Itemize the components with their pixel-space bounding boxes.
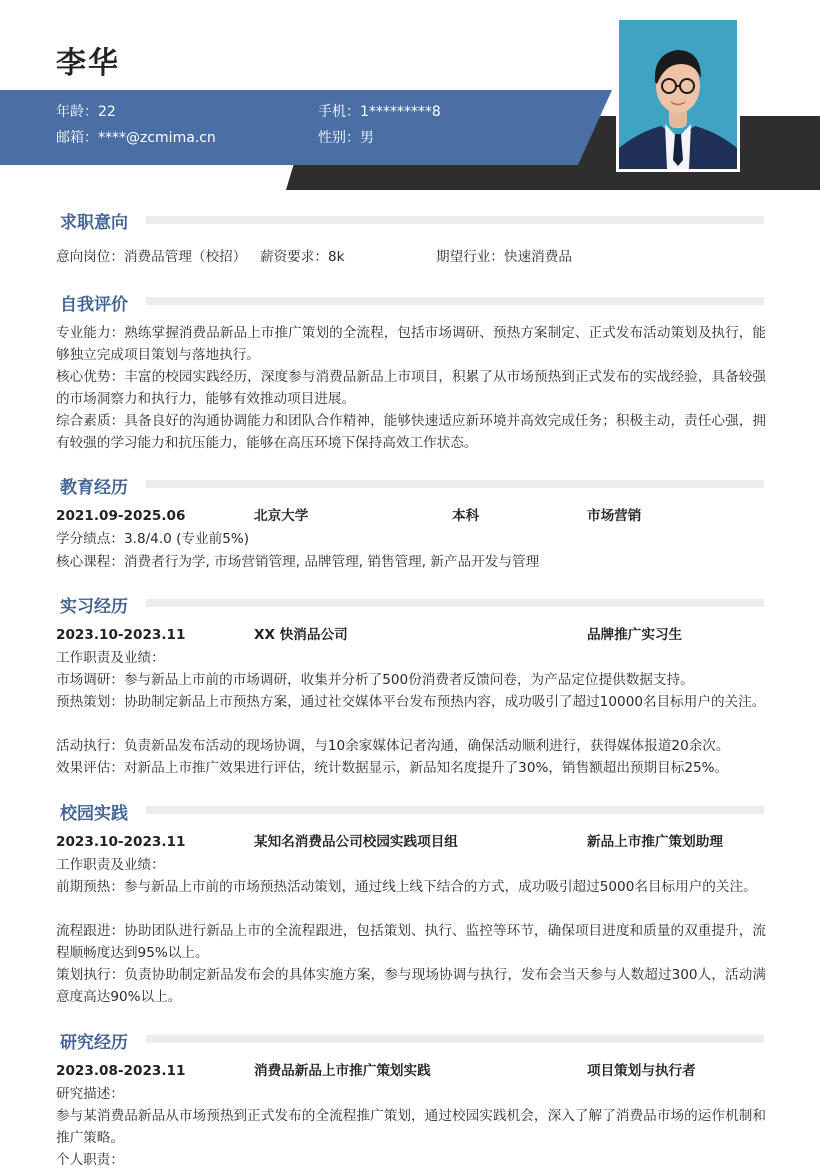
portrait-image xyxy=(619,20,737,169)
internship-date: 2023.10-2023.11 xyxy=(56,627,186,643)
campus-item: 流程跟进：协助团队进行新品上市的全流程跟进，包括策划、执行、监控等环节，确保项目进度和质量的双重提升，流程顺畅度达到95%以上。 xyxy=(56,923,766,961)
education-major: 市场营销 xyxy=(587,508,642,524)
section-divider xyxy=(146,806,764,814)
internship-label: 工作职责及业绩： xyxy=(56,650,165,666)
education-degree: 本科 xyxy=(452,508,480,524)
section-title-education: 教育经历 xyxy=(60,478,128,498)
research-desc: 参与某消费品新品从市场预热到正式发布的全流程推广策划，通过校园实践机会，深入了解了消费品市场的运作机制和推广策略。 xyxy=(56,1108,766,1146)
age-text: 年龄：22 xyxy=(56,104,116,120)
intent-salary: 薪资要求：8k xyxy=(260,249,345,265)
research-role: 项目策划与执行者 xyxy=(587,1063,696,1079)
section-divider xyxy=(146,1035,764,1043)
internship-item: 市场调研：参与新品上市前的市场调研，收集并分析了500份消费者反馈问卷，为产品定位提供数据支持。 xyxy=(56,672,694,688)
candidate-name: 李华 xyxy=(56,46,120,81)
campus-item: 策划执行：负责协助制定新品发布会的具体实施方案，参与现场协调与执行，发布会当天参与人数超过300人，活动满意度高达90%以上。 xyxy=(56,967,766,1005)
self-eval-item: 综合素质：具备良好的沟通协调能力和团队合作精神，能够快速适应新环境并高效完成任务；积极主动，责任心强，拥有较强的学习能力和抗压能力，能够在高压环境下保持高效工作状态。 xyxy=(56,413,766,451)
campus-role: 新品上市推广策划助理 xyxy=(587,834,723,850)
research-date: 2023.08-2023.11 xyxy=(56,1063,186,1079)
intent-position: 意向岗位：消费品管理（校招） xyxy=(56,249,247,265)
campus-item: 前期预热：参与新品上市前的市场预热活动策划，通过线上线下结合的方式，成功吸引超过5000名目标用户的关注。 xyxy=(56,879,757,895)
internship-company: XX 快消品公司 xyxy=(254,627,348,643)
self-eval-item: 专业能力：熟练掌握消费品新品上市推广策划的全流程，包括市场调研、预热方案制定、正式发布活动策划及执行，能够独立完成项目策划与落地执行。 xyxy=(56,325,766,363)
email-text: 邮箱：****@zcmima.cn xyxy=(56,130,216,146)
section-title-internship: 实习经历 xyxy=(60,597,128,617)
campus-org: 某知名消费品公司校园实践项目组 xyxy=(254,834,458,850)
section-title-research: 研究经历 xyxy=(60,1033,128,1053)
section-title-self: 自我评价 xyxy=(60,295,128,315)
education-date: 2021.09-2025.06 xyxy=(56,508,186,524)
section-divider xyxy=(146,297,764,305)
internship-role: 品牌推广实习生 xyxy=(587,627,683,643)
internship-item: 活动执行：负责新品发布活动的现场协调，与10余家媒体记者沟通，确保活动顺利进行，获得媒体报道20余次。 xyxy=(56,738,730,754)
research-project: 消费品新品上市推广策划实践 xyxy=(254,1063,431,1079)
education-courses: 核心课程：消费者行为学, 市场营销管理, 品牌管理, 销售管理, 新产品开发与管理 xyxy=(56,554,540,570)
research-label: 研究描述： xyxy=(56,1086,124,1102)
self-eval-item: 核心优势：丰富的校园实践经历，深度参与消费品新品上市项目，积累了从市场预热到正式发布的实战经验，具备较强的市场洞察力和执行力，能够有效推动项目进展。 xyxy=(56,369,766,407)
phone-text: 手机：1*********8 xyxy=(318,104,441,120)
section-title-campus: 校园实践 xyxy=(60,804,128,824)
intent-industry: 期望行业：快速消费品 xyxy=(436,249,572,265)
section-divider xyxy=(146,480,764,488)
campus-label: 工作职责及业绩： xyxy=(56,857,165,873)
gender-text: 性别：男 xyxy=(318,130,374,146)
campus-date: 2023.10-2023.11 xyxy=(56,834,186,850)
section-divider xyxy=(146,599,764,607)
internship-item: 预热策划：协助制定新品上市预热方案，通过社交媒体平台发布预热内容，成功吸引了超过10000名目标用户的关注。 xyxy=(56,694,766,710)
section-title-intent: 求职意向 xyxy=(60,213,128,233)
research-duty-label: 个人职责： xyxy=(56,1152,124,1168)
portrait-photo xyxy=(616,17,740,172)
education-gpa: 学分绩点：3.8/4.0 (专业前5%) xyxy=(56,531,250,547)
section-divider xyxy=(146,216,764,224)
education-school: 北京大学 xyxy=(254,508,309,524)
internship-item: 效果评估：对新品上市推广效果进行评估，统计数据显示，新品知名度提升了30%，销售额超出预期目标25%。 xyxy=(56,760,729,776)
